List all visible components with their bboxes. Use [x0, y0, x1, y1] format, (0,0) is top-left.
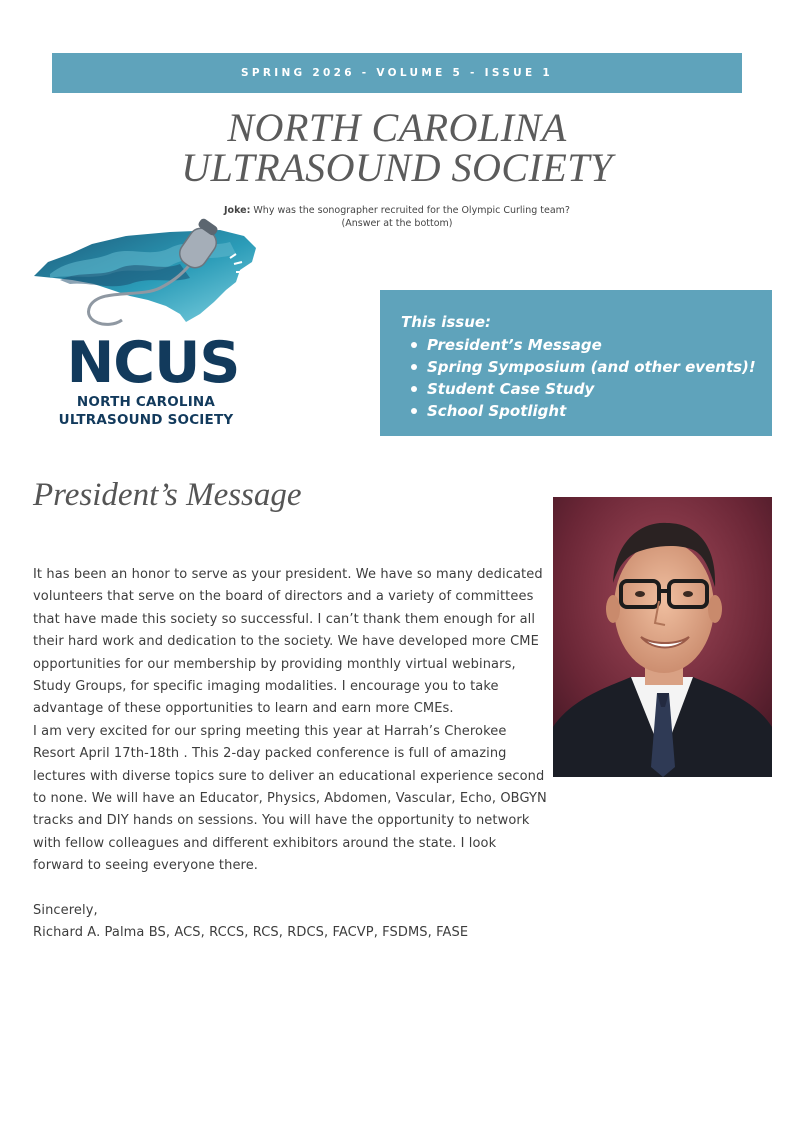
logo-subtitle-line-2: ULTRASOUND SOCIETY	[58, 412, 234, 428]
logo-subtitle-line-1: NORTH CAROLINA	[76, 394, 216, 410]
president-message-closing: Sincerely,	[33, 903, 98, 919]
president-photo	[553, 497, 772, 777]
joke-note: (Answer at the bottom)	[341, 218, 453, 229]
this-issue-item: President’s Message	[401, 334, 772, 356]
this-issue-item: Spring Symposium (and other events)!	[401, 356, 772, 378]
this-issue-item: School Spotlight	[401, 400, 772, 422]
section-title: President’s Message	[33, 477, 302, 513]
president-portrait-icon	[553, 497, 772, 777]
this-issue-list	[401, 334, 772, 422]
newsletter-title	[0, 105, 794, 190]
issue-banner-text: SPRING 2026 - VOLUME 5 - ISSUE 1	[241, 67, 553, 79]
issue-banner	[52, 53, 742, 93]
logo-letters: NCUS	[66, 330, 240, 396]
this-issue-box	[380, 290, 772, 436]
newsletter-title-line-1: NORTH CAROLINA	[227, 105, 567, 150]
president-message-signature: Richard A. Palma BS, ACS, RCCS, RCS, RDCS, FACVP, FSDMS, FASE	[33, 925, 469, 941]
this-issue-heading: This issue:	[401, 313, 492, 331]
joke-label: Joke:	[224, 205, 251, 216]
newsletter-title-line-2: ULTRASOUND SOCIETY	[181, 145, 613, 190]
president-message-body	[33, 564, 548, 945]
north-carolina-map-icon	[30, 218, 262, 338]
this-issue-item: Student Case Study	[401, 378, 772, 400]
president-message-paragraph-1: It has been an honor to serve as your president. We have so many dedicated volunteers that serve on the board of directors and a variety of committees that have made this society so successful. I can’t thank them enough for all their hard work and dedication to the society. We have developed more CME opportunities for our membership by providing monthly virtual webinars, Study Groups, for specific imaging modalities. I encourage you to take advantage of these opportunities to learn and earn more CMEs.	[33, 567, 543, 717]
joke-question: Why was the sonographer recruited for the Olympic Curling team?	[250, 205, 570, 216]
ncus-logo	[30, 218, 262, 432]
president-message-paragraph-2: I am very excited for our spring meeting this year at Harrah’s Cherokee Resort April 17th-18th . This 2-day packed conference is full of amazing lectures with diverse topics sure to deliver an educational experience second to none. We will have an Educator, Physics, Abdomen, Vascular, Echo, OBGYN tracks and DIY hands on sessions. You will have the opportunity to network with fellow colleagues and different exhibitors around the state. I look forward to seeing everyone there.	[33, 723, 547, 874]
